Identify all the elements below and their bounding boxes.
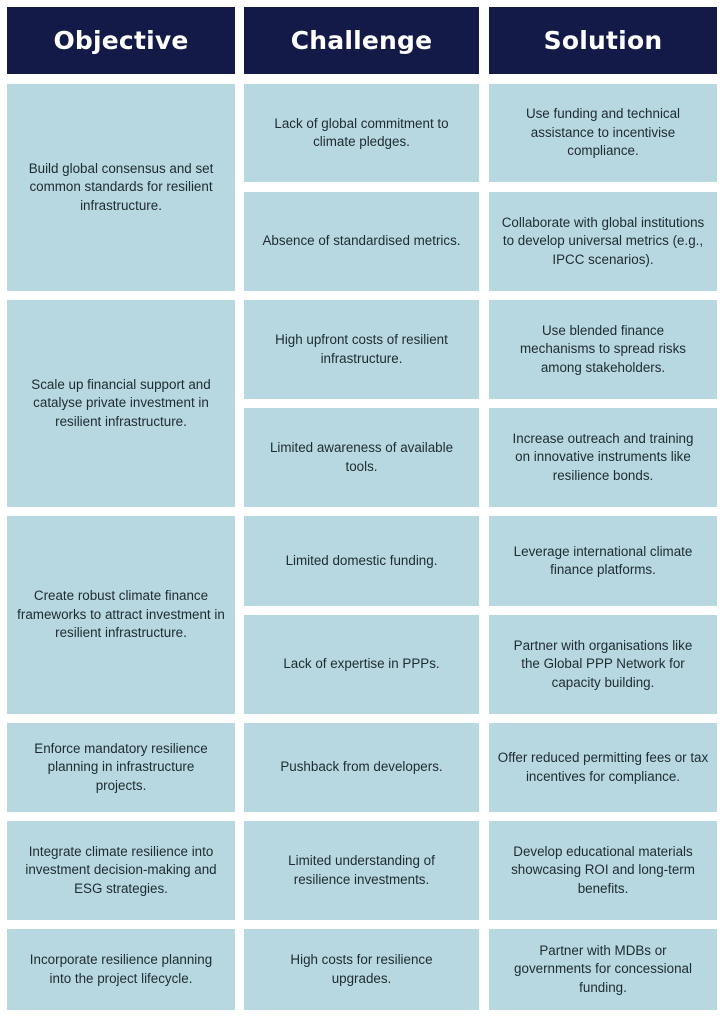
row-1-solution-1: Use funding and technical assistance to incentivise compliance. — [489, 84, 717, 182]
row-4-challenge: Pushback from developers. — [244, 723, 479, 812]
row-5-solution: Develop educational materials showcasing ROI and long-term benefits. — [489, 821, 717, 920]
row-1-challenge-1: Lack of global commitment to climate pledges. — [244, 84, 479, 182]
row-1-objective: Build global consensus and set common standards for resilient infrastructure. — [7, 84, 235, 291]
row-2-challenge-1: High upfront costs of resilient infrastructure. — [244, 300, 479, 399]
row-1-challenge-2: Absence of standardised metrics. — [244, 192, 479, 291]
row-2-solution-1: Use blended finance mechanisms to spread risks among stakeholders. — [489, 300, 717, 399]
row-6-objective: Incorporate resilience planning into the project lifecycle. — [7, 929, 235, 1010]
row-3-solution-2: Partner with organisations like the Global PPP Network for capacity building. — [489, 615, 717, 714]
row-3-challenge-1: Limited domestic funding. — [244, 516, 479, 606]
row-3-solution-1: Leverage international climate finance platforms. — [489, 516, 717, 606]
row-5-objective: Integrate climate resilience into investment decision-making and ESG strategies. — [7, 821, 235, 920]
header-challenge: Challenge — [244, 7, 479, 74]
row-6-challenge: High costs for resilience upgrades. — [244, 929, 479, 1010]
row-4-objective: Enforce mandatory resilience planning in infrastructure projects. — [7, 723, 235, 812]
row-5-challenge: Limited understanding of resilience investments. — [244, 821, 479, 920]
row-3-objective: Create robust climate finance frameworks to attract investment in resilient infrastructure. — [7, 516, 235, 714]
header-objective: Objective — [7, 7, 235, 74]
row-3-challenge-2: Lack of expertise in PPPs. — [244, 615, 479, 714]
header-solution: Solution — [489, 7, 717, 74]
row-4-solution: Offer reduced permitting fees or tax incentives for compliance. — [489, 723, 717, 812]
row-2-solution-2: Increase outreach and training on innovative instruments like resilience bonds. — [489, 408, 717, 507]
row-1-solution-2: Collaborate with global institutions to develop universal metrics (e.g., IPCC scenarios). — [489, 192, 717, 291]
row-6-solution: Partner with MDBs or governments for concessional funding. — [489, 929, 717, 1010]
row-2-objective: Scale up financial support and catalyse private investment in resilient infrastructure. — [7, 300, 235, 507]
row-2-challenge-2: Limited awareness of available tools. — [244, 408, 479, 507]
